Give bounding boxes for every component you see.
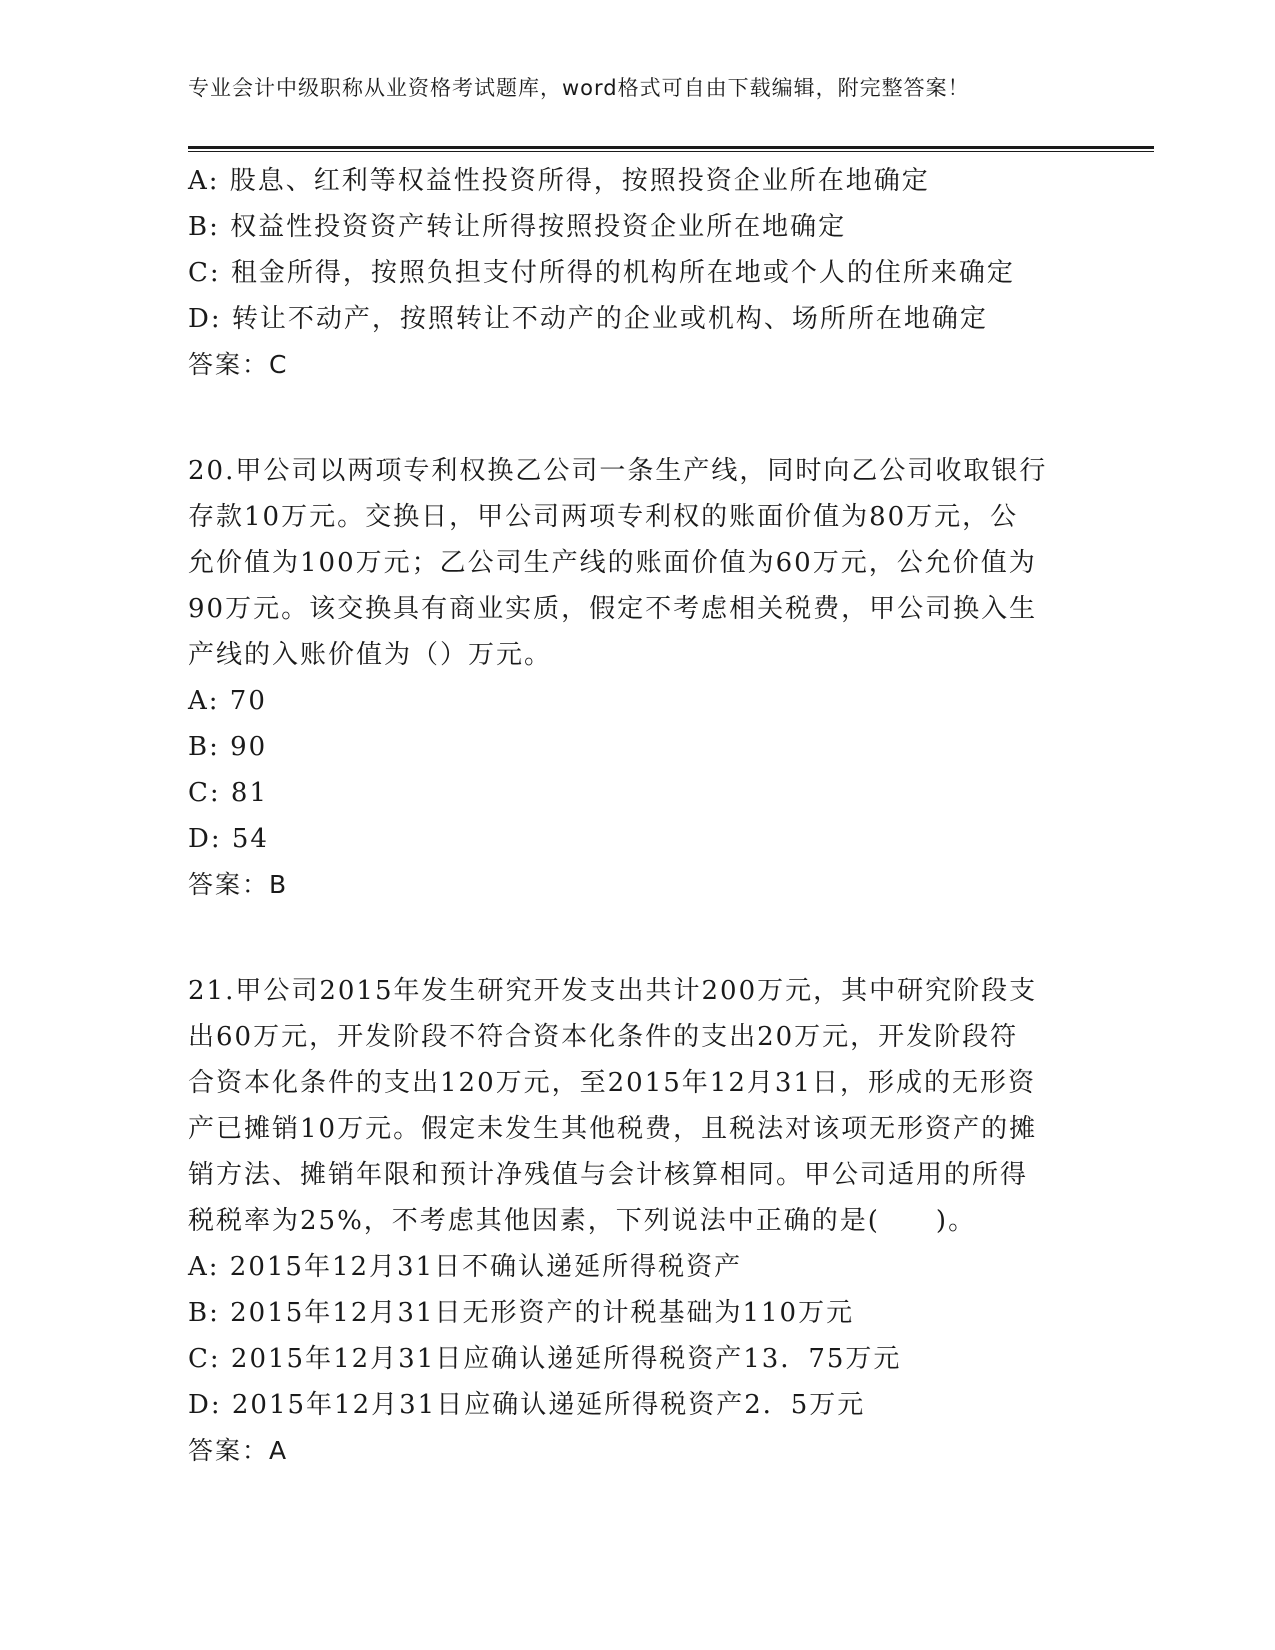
option-b: B: 权益性投资资产转让所得按照投资企业所在地确定 xyxy=(188,212,847,242)
option-a: A: 股息、红利等权益性投资所得，按照投资企业所在地确定 xyxy=(188,166,930,196)
option-a: A: 70 xyxy=(188,686,267,716)
question-text-line: 销方法、摊销年限和预计净残值与会计核算相同。甲公司适用的所得 xyxy=(188,1160,1029,1190)
option-c: C: 81 xyxy=(188,778,269,808)
question-block-19 xyxy=(188,158,1068,388)
answer: 答案：A xyxy=(188,1436,289,1465)
question-text-line: 合资本化条件的支出120万元，至2015年12月31日，形成的无形资 xyxy=(188,1068,1036,1098)
option-c: C: 租金所得，按照负担支付所得的机构所在地或个人的住所来确定 xyxy=(188,258,1015,288)
header-rule-thin xyxy=(188,151,1154,152)
question-text-line: 税税率为25%，不考虑其他因素，下列说法中正确的是( )。 xyxy=(188,1206,977,1236)
page-header: 专业会计中级职称从业资格考试题库，word格式可自由下载编辑，附完整答案！ xyxy=(188,76,970,100)
question-text-line: 20.甲公司以两项专利权换乙公司一条生产线，同时向乙公司收取银行 xyxy=(188,456,1048,486)
question-text-line: 产线的入账价值为（）万元。 xyxy=(188,640,553,670)
answer: 答案：C xyxy=(188,350,289,379)
option-c: C: 2015年12月31日应确认递延所得税资产13．75万元 xyxy=(188,1344,902,1374)
question-text-line: 21.甲公司2015年发生研究开发支出共计200万元，其中研究阶段支 xyxy=(188,976,1038,1006)
document-body xyxy=(188,158,1068,1474)
question-text-line: 出60万元，开发阶段不符合资本化条件的支出20万元，开发阶段符 xyxy=(188,1022,1019,1052)
spacer xyxy=(188,908,1068,968)
option-b: B: 90 xyxy=(188,732,268,762)
question-text-line: 产已摊销10万元。假定未发生其他税费，且税法对该项无形资产的摊 xyxy=(188,1114,1038,1144)
spacer xyxy=(188,388,1068,448)
question-text-line: 允价值为100万元；乙公司生产线的账面价值为60万元，公允价值为 xyxy=(188,548,1037,578)
option-d: D: 54 xyxy=(188,824,269,854)
option-d: D: 转让不动产，按照转让不动产的企业或机构、场所所在地确定 xyxy=(188,304,988,334)
answer: 答案：B xyxy=(188,870,289,899)
question-text-line: 存款10万元。交换日，甲公司两项专利权的账面价值为80万元，公 xyxy=(188,502,1019,532)
question-block-20 xyxy=(188,448,1068,908)
question-text-line: 90万元。该交换具有商业实质，假定不考虑相关税费，甲公司换入生 xyxy=(188,594,1038,624)
header-rule-thick xyxy=(188,146,1154,149)
option-b: B: 2015年12月31日无形资产的计税基础为110万元 xyxy=(188,1298,855,1328)
question-block-21 xyxy=(188,968,1068,1474)
option-d: D: 2015年12月31日应确认递延所得税资产2．5万元 xyxy=(188,1390,866,1420)
option-a: A: 2015年12月31日不确认递延所得税资产 xyxy=(188,1252,743,1282)
